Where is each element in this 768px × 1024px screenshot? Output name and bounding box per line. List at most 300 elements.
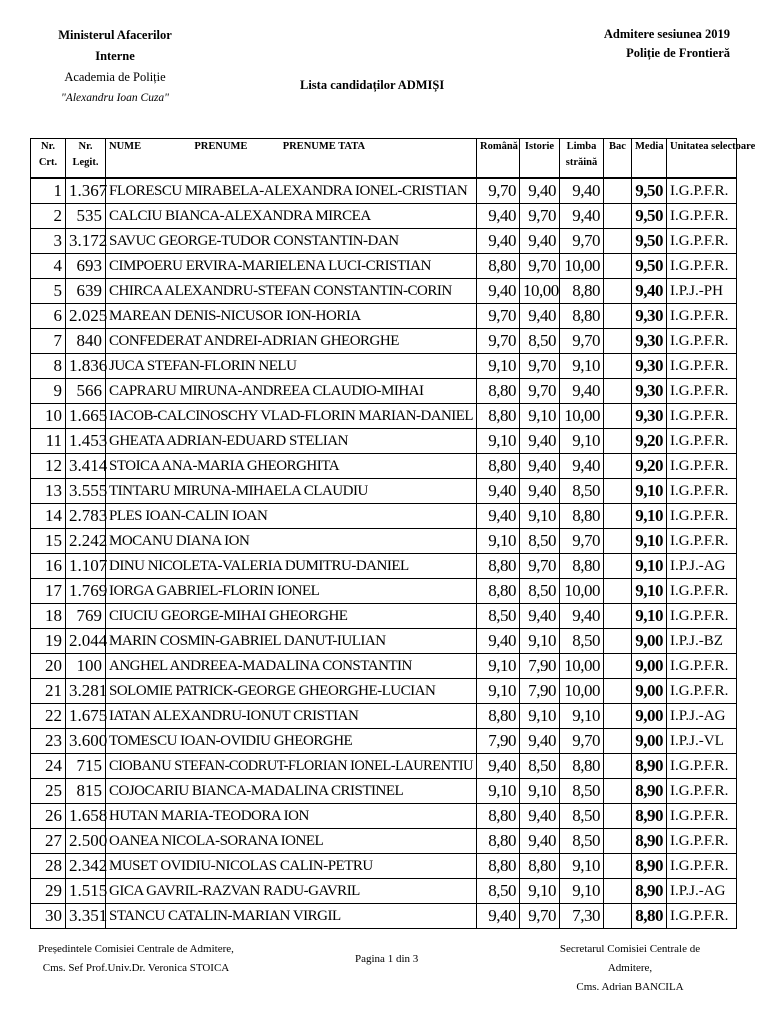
nr-crt-cell: 24 bbox=[31, 754, 66, 779]
nr-crt-cell: 23 bbox=[31, 729, 66, 754]
media-cell: 8,90 bbox=[632, 879, 667, 904]
nr-crt-cell: 25 bbox=[31, 779, 66, 804]
unit-cell: I.G.P.F.R. bbox=[667, 354, 737, 379]
istorie-grade-cell: 9,40 bbox=[520, 304, 560, 329]
media-cell: 8,90 bbox=[632, 779, 667, 804]
media-cell: 9,20 bbox=[632, 429, 667, 454]
limba-grade-cell: 9,40 bbox=[560, 204, 604, 229]
nr-legit-cell: 2.044 bbox=[66, 629, 106, 654]
nr-legit-cell: 769 bbox=[66, 604, 106, 629]
bac-cell bbox=[604, 604, 632, 629]
nr-crt-cell: 15 bbox=[31, 529, 66, 554]
romana-grade-cell: 9,70 bbox=[477, 329, 520, 354]
nr-legit-cell: 535 bbox=[66, 204, 106, 229]
romana-grade-cell: 9,40 bbox=[477, 754, 520, 779]
bac-cell bbox=[604, 879, 632, 904]
bac-cell bbox=[604, 904, 632, 929]
bac-cell bbox=[604, 204, 632, 229]
bac-cell bbox=[604, 379, 632, 404]
istorie-grade-cell: 9,10 bbox=[520, 879, 560, 904]
nr-legit-cell: 1.665 bbox=[66, 404, 106, 429]
limba-grade-cell: 8,50 bbox=[560, 479, 604, 504]
table-row bbox=[31, 829, 737, 854]
candidate-name-cell: CONFEDERAT ANDREI-ADRIAN GHEORGHE bbox=[106, 329, 477, 354]
candidate-name-cell: HUTAN MARIA-TEODORA ION bbox=[106, 804, 477, 829]
unit-cell: I.P.J.-AG bbox=[667, 554, 737, 579]
istorie-grade-cell: 9,40 bbox=[520, 829, 560, 854]
nr-legit-cell: 1.515 bbox=[66, 879, 106, 904]
unit-cell: I.P.J.-AG bbox=[667, 879, 737, 904]
nr-legit-cell: 1.453 bbox=[66, 429, 106, 454]
bac-cell bbox=[604, 178, 632, 204]
nr-crt-cell: 2 bbox=[31, 204, 66, 229]
table-row bbox=[31, 354, 737, 379]
istorie-grade-cell: 8,50 bbox=[520, 579, 560, 604]
candidate-name-cell: ANGHEL ANDREEA-MADALINA CONSTANTIN bbox=[106, 654, 477, 679]
unit-cell: I.G.P.F.R. bbox=[667, 454, 737, 479]
bac-cell bbox=[604, 279, 632, 304]
nr-crt-cell: 6 bbox=[31, 304, 66, 329]
nr-legit-cell: 100 bbox=[66, 654, 106, 679]
table-row bbox=[31, 404, 737, 429]
nr-crt-cell: 4 bbox=[31, 254, 66, 279]
istorie-grade-cell: 8,50 bbox=[520, 529, 560, 554]
romana-grade-cell: 9,10 bbox=[477, 354, 520, 379]
istorie-grade-cell: 9,10 bbox=[520, 704, 560, 729]
media-cell: 8,90 bbox=[632, 854, 667, 879]
unit-cell: I.G.P.F.R. bbox=[667, 654, 737, 679]
candidate-name-cell: MUSET OVIDIU-NICOLAS CALIN-PETRU bbox=[106, 854, 477, 879]
candidate-name-cell: TOMESCU IOAN-OVIDIU GHEORGHE bbox=[106, 729, 477, 754]
academy-subtitle: "Alexandru Ioan Cuza" bbox=[60, 92, 170, 104]
media-cell: 9,50 bbox=[632, 178, 667, 204]
table-row bbox=[31, 604, 737, 629]
romana-grade-cell: 8,80 bbox=[477, 404, 520, 429]
candidate-name-cell: FLORESCU MIRABELA-ALEXANDRA IONEL-CRISTIAN bbox=[106, 178, 477, 204]
romana-grade-cell: 9,70 bbox=[477, 304, 520, 329]
media-cell: 9,10 bbox=[632, 604, 667, 629]
table-row bbox=[31, 279, 737, 304]
secretary-signature-block bbox=[540, 940, 720, 997]
candidate-name-cell: DINU NICOLETA-VALERIA DUMITRU-DANIEL bbox=[106, 554, 477, 579]
table-row bbox=[31, 379, 737, 404]
istorie-grade-cell: 9,10 bbox=[520, 504, 560, 529]
col-media: Media bbox=[632, 139, 667, 179]
unit-cell: I.G.P.F.R. bbox=[667, 204, 737, 229]
istorie-grade-cell: 9,40 bbox=[520, 479, 560, 504]
secretary-name: Cms. Adrian BANCILA bbox=[576, 981, 684, 993]
candidate-name-cell: JUCA STEFAN-FLORIN NELU bbox=[106, 354, 477, 379]
table-header-row bbox=[31, 139, 737, 179]
limba-grade-cell: 10,00 bbox=[560, 579, 604, 604]
table-row bbox=[31, 529, 737, 554]
istorie-grade-cell: 10,00 bbox=[520, 279, 560, 304]
unit-cell: I.G.P.F.R. bbox=[667, 579, 737, 604]
session-block bbox=[604, 25, 730, 63]
bac-cell bbox=[604, 779, 632, 804]
candidate-name-cell: CALCIU BIANCA-ALEXANDRA MIRCEA bbox=[106, 204, 477, 229]
candidate-name-cell: SAVUC GEORGE-TUDOR CONSTANTIN-DAN bbox=[106, 229, 477, 254]
secretary-title: Secretarul Comisiei Centrale de Admitere, bbox=[559, 943, 701, 974]
istorie-grade-cell: 9,70 bbox=[520, 379, 560, 404]
nr-legit-cell: 2.342 bbox=[66, 854, 106, 879]
candidate-name-cell: SOLOMIE PATRICK-GEORGE GHEORGHE-LUCIAN bbox=[106, 679, 477, 704]
unit-cell: I.G.P.F.R. bbox=[667, 829, 737, 854]
media-cell: 9,30 bbox=[632, 379, 667, 404]
nr-legit-cell: 815 bbox=[66, 779, 106, 804]
nr-crt-cell: 17 bbox=[31, 579, 66, 604]
istorie-grade-cell: 7,90 bbox=[520, 654, 560, 679]
romana-grade-cell: 9,40 bbox=[477, 504, 520, 529]
nr-crt-cell: 19 bbox=[31, 629, 66, 654]
romana-grade-cell: 8,50 bbox=[477, 604, 520, 629]
candidate-name-cell: CIOBANU STEFAN-CODRUT-FLORIAN IONEL-LAURENTIU bbox=[106, 754, 477, 779]
limba-grade-cell: 8,80 bbox=[560, 554, 604, 579]
academy-name: Academia de Poliție bbox=[64, 70, 166, 84]
istorie-grade-cell: 9,70 bbox=[520, 554, 560, 579]
candidate-name-cell: GHEATA ADRIAN-EDUARD STELIAN bbox=[106, 429, 477, 454]
table-row bbox=[31, 479, 737, 504]
nr-crt-cell: 22 bbox=[31, 704, 66, 729]
table-row bbox=[31, 729, 737, 754]
table-row bbox=[31, 904, 737, 929]
nr-legit-cell: 1.836 bbox=[66, 354, 106, 379]
romana-grade-cell: 8,80 bbox=[477, 454, 520, 479]
table-row bbox=[31, 504, 737, 529]
media-cell: 9,10 bbox=[632, 579, 667, 604]
istorie-grade-cell: 9,10 bbox=[520, 629, 560, 654]
limba-grade-cell: 9,70 bbox=[560, 229, 604, 254]
istorie-grade-cell: 9,40 bbox=[520, 729, 560, 754]
nr-crt-cell: 27 bbox=[31, 829, 66, 854]
media-cell: 9,10 bbox=[632, 529, 667, 554]
table-row bbox=[31, 679, 737, 704]
unit-cell: I.P.J.-AG bbox=[667, 704, 737, 729]
nr-crt-cell: 28 bbox=[31, 854, 66, 879]
romana-grade-cell: 8,80 bbox=[477, 554, 520, 579]
nr-legit-cell: 2.025 bbox=[66, 304, 106, 329]
bac-cell bbox=[604, 529, 632, 554]
romana-grade-cell: 9,10 bbox=[477, 654, 520, 679]
unit-cell: I.G.P.F.R. bbox=[667, 504, 737, 529]
col-limba-straina: Limba străină bbox=[560, 139, 604, 179]
candidate-name-cell: COJOCARIU BIANCA-MADALINA CRISTINEL bbox=[106, 779, 477, 804]
ministry-line1: Ministerul Afacerilor bbox=[58, 28, 172, 42]
unit-cell: I.G.P.F.R. bbox=[667, 479, 737, 504]
nr-legit-cell: 1.769 bbox=[66, 579, 106, 604]
media-cell: 8,90 bbox=[632, 754, 667, 779]
col-nume: NUME bbox=[109, 141, 142, 152]
nr-legit-cell: 693 bbox=[66, 254, 106, 279]
istorie-grade-cell: 9,70 bbox=[520, 204, 560, 229]
nr-crt-cell: 7 bbox=[31, 329, 66, 354]
istorie-grade-cell: 8,50 bbox=[520, 329, 560, 354]
media-cell: 9,50 bbox=[632, 204, 667, 229]
table-row bbox=[31, 254, 737, 279]
romana-grade-cell: 9,40 bbox=[477, 479, 520, 504]
istorie-grade-cell: 8,50 bbox=[520, 754, 560, 779]
bac-cell bbox=[604, 579, 632, 604]
table-row bbox=[31, 454, 737, 479]
nr-legit-cell: 639 bbox=[66, 279, 106, 304]
unit-cell: I.G.P.F.R. bbox=[667, 304, 737, 329]
bac-cell bbox=[604, 404, 632, 429]
page-title: Lista candidaților ADMIȘI bbox=[300, 78, 445, 92]
romana-grade-cell: 9,10 bbox=[477, 679, 520, 704]
media-cell: 9,00 bbox=[632, 679, 667, 704]
limba-grade-cell: 7,30 bbox=[560, 904, 604, 929]
media-cell: 9,40 bbox=[632, 279, 667, 304]
limba-grade-cell: 9,10 bbox=[560, 704, 604, 729]
table-row bbox=[31, 854, 737, 879]
limba-grade-cell: 9,70 bbox=[560, 729, 604, 754]
candidate-name-cell: PLES IOAN-CALIN IOAN bbox=[106, 504, 477, 529]
unit-cell: I.G.P.F.R. bbox=[667, 229, 737, 254]
media-cell: 9,10 bbox=[632, 554, 667, 579]
unit-cell: I.G.P.F.R. bbox=[667, 754, 737, 779]
nr-legit-cell: 566 bbox=[66, 379, 106, 404]
unit-cell: I.G.P.F.R. bbox=[667, 379, 737, 404]
romana-grade-cell: 8,80 bbox=[477, 379, 520, 404]
candidate-name-cell: IATAN ALEXANDRU-IONUT CRISTIAN bbox=[106, 704, 477, 729]
table-row bbox=[31, 804, 737, 829]
candidate-name-cell: CIUCIU GEORGE-MIHAI GHEORGHE bbox=[106, 604, 477, 629]
nr-legit-cell: 1.107 bbox=[66, 554, 106, 579]
col-unitatea: Unitatea selectoare bbox=[667, 139, 737, 179]
col-nr-crt: Nr. Crt. bbox=[31, 139, 66, 179]
media-cell: 9,50 bbox=[632, 229, 667, 254]
limba-grade-cell: 8,80 bbox=[560, 279, 604, 304]
nr-legit-cell: 2.783 bbox=[66, 504, 106, 529]
media-cell: 9,00 bbox=[632, 704, 667, 729]
president-name: Cms. Sef Prof.Univ.Dr. Veronica STOICA bbox=[42, 962, 230, 974]
candidate-name-cell: TINTARU MIRUNA-MIHAELA CLAUDIU bbox=[106, 479, 477, 504]
institution-block bbox=[30, 25, 200, 109]
nr-crt-cell: 30 bbox=[31, 904, 66, 929]
unit-cell: I.G.P.F.R. bbox=[667, 404, 737, 429]
istorie-grade-cell: 9,40 bbox=[520, 804, 560, 829]
bac-cell bbox=[604, 854, 632, 879]
romana-grade-cell: 7,90 bbox=[477, 729, 520, 754]
unit-cell: I.G.P.F.R. bbox=[667, 329, 737, 354]
nr-crt-cell: 29 bbox=[31, 879, 66, 904]
romana-grade-cell: 8,80 bbox=[477, 254, 520, 279]
candidate-name-cell: CAPRARU MIRUNA-ANDREEA CLAUDIO-MIHAI bbox=[106, 379, 477, 404]
nr-legit-cell: 3.281 bbox=[66, 679, 106, 704]
bac-cell bbox=[604, 754, 632, 779]
media-cell: 8,90 bbox=[632, 804, 667, 829]
limba-grade-cell: 9,40 bbox=[560, 604, 604, 629]
limba-grade-cell: 10,00 bbox=[560, 679, 604, 704]
table-row bbox=[31, 178, 737, 204]
col-prenume: PRENUME bbox=[194, 141, 248, 152]
limba-grade-cell: 8,50 bbox=[560, 804, 604, 829]
istorie-grade-cell: 9,70 bbox=[520, 254, 560, 279]
nr-legit-cell: 1.367 bbox=[66, 178, 106, 204]
nr-crt-cell: 14 bbox=[31, 504, 66, 529]
limba-grade-cell: 8,50 bbox=[560, 629, 604, 654]
bac-cell bbox=[604, 304, 632, 329]
limba-grade-cell: 9,10 bbox=[560, 854, 604, 879]
unit-cell: I.G.P.F.R. bbox=[667, 429, 737, 454]
nr-legit-cell: 3.555 bbox=[66, 479, 106, 504]
media-cell: 9,30 bbox=[632, 304, 667, 329]
president-signature-block bbox=[36, 940, 236, 978]
romana-grade-cell: 8,80 bbox=[477, 854, 520, 879]
unit-cell: I.G.P.F.R. bbox=[667, 804, 737, 829]
bac-cell bbox=[604, 704, 632, 729]
candidate-name-cell: MARIN COSMIN-GABRIEL DANUT-IULIAN bbox=[106, 629, 477, 654]
unit-cell: I.P.J.-BZ bbox=[667, 629, 737, 654]
candidate-name-cell: STANCU CATALIN-MARIAN VIRGIL bbox=[106, 904, 477, 929]
media-cell: 9,30 bbox=[632, 354, 667, 379]
media-cell: 9,50 bbox=[632, 254, 667, 279]
media-cell: 9,00 bbox=[632, 729, 667, 754]
limba-grade-cell: 10,00 bbox=[560, 254, 604, 279]
unit-cell: I.G.P.F.R. bbox=[667, 854, 737, 879]
istorie-grade-cell: 9,70 bbox=[520, 904, 560, 929]
admitted-candidates-table bbox=[30, 138, 756, 929]
bac-cell bbox=[604, 229, 632, 254]
unit-cell: I.G.P.F.R. bbox=[667, 679, 737, 704]
media-cell: 8,90 bbox=[632, 829, 667, 854]
limba-grade-cell: 9,40 bbox=[560, 454, 604, 479]
nr-crt-cell: 1 bbox=[31, 178, 66, 204]
bac-cell bbox=[604, 629, 632, 654]
limba-grade-cell: 9,70 bbox=[560, 329, 604, 354]
media-cell: 9,30 bbox=[632, 329, 667, 354]
nr-crt-cell: 5 bbox=[31, 279, 66, 304]
limba-grade-cell: 8,80 bbox=[560, 304, 604, 329]
romana-grade-cell: 8,80 bbox=[477, 704, 520, 729]
candidate-name-cell: MAREAN DENIS-NICUSOR ION-HORIA bbox=[106, 304, 477, 329]
media-cell: 9,30 bbox=[632, 404, 667, 429]
limba-grade-cell: 9,10 bbox=[560, 879, 604, 904]
session-line: Admitere sesiunea 2019 bbox=[603, 27, 730, 41]
limba-grade-cell: 9,40 bbox=[560, 379, 604, 404]
istorie-grade-cell: 9,70 bbox=[520, 354, 560, 379]
romana-grade-cell: 8,80 bbox=[477, 829, 520, 854]
romana-grade-cell: 8,50 bbox=[477, 879, 520, 904]
table-row bbox=[31, 579, 737, 604]
media-cell: 9,20 bbox=[632, 454, 667, 479]
nr-crt-cell: 12 bbox=[31, 454, 66, 479]
istorie-grade-cell: 9,40 bbox=[520, 604, 560, 629]
col-romana: Română bbox=[477, 139, 520, 179]
nr-legit-cell: 3.600 bbox=[66, 729, 106, 754]
nr-crt-cell: 18 bbox=[31, 604, 66, 629]
romana-grade-cell: 9,40 bbox=[477, 229, 520, 254]
nr-legit-cell: 3.351 bbox=[66, 904, 106, 929]
nr-crt-cell: 20 bbox=[31, 654, 66, 679]
limba-grade-cell: 9,10 bbox=[560, 354, 604, 379]
bac-cell bbox=[604, 429, 632, 454]
table-row bbox=[31, 779, 737, 804]
candidate-name-cell: GICA GAVRIL-RAZVAN RADU-GAVRIL bbox=[106, 879, 477, 904]
nr-crt-cell: 16 bbox=[31, 554, 66, 579]
romana-grade-cell: 9,10 bbox=[477, 429, 520, 454]
table-row bbox=[31, 304, 737, 329]
istorie-grade-cell: 8,80 bbox=[520, 854, 560, 879]
nr-legit-cell: 715 bbox=[66, 754, 106, 779]
candidate-name-cell: IACOB-CALCINOSCHY VLAD-FLORIN MARIAN-DANIEL bbox=[106, 404, 477, 429]
unit-cell: I.G.P.F.R. bbox=[667, 604, 737, 629]
table-row bbox=[31, 629, 737, 654]
unit-cell: I.G.P.F.R. bbox=[667, 529, 737, 554]
unit-cell: I.G.P.F.R. bbox=[667, 779, 737, 804]
bac-cell bbox=[604, 479, 632, 504]
candidate-name-cell: OANEA NICOLA-SORANA IONEL bbox=[106, 829, 477, 854]
nr-crt-cell: 11 bbox=[31, 429, 66, 454]
limba-grade-cell: 9,70 bbox=[560, 529, 604, 554]
media-cell: 9,10 bbox=[632, 479, 667, 504]
nr-legit-cell: 1.658 bbox=[66, 804, 106, 829]
bac-cell bbox=[604, 729, 632, 754]
unit-cell: I.P.J.-VL bbox=[667, 729, 737, 754]
bac-cell bbox=[604, 829, 632, 854]
romana-grade-cell: 9,10 bbox=[477, 529, 520, 554]
candidate-name-cell: CHIRCA ALEXANDRU-STEFAN CONSTANTIN-CORIN bbox=[106, 279, 477, 304]
romana-grade-cell: 9,40 bbox=[477, 904, 520, 929]
president-title: Președintele Comisiei Centrale de Admitere, bbox=[38, 943, 234, 955]
table-row bbox=[31, 704, 737, 729]
candidate-name-cell: STOICA ANA-MARIA GHEORGHITA bbox=[106, 454, 477, 479]
bac-cell bbox=[604, 354, 632, 379]
romana-grade-cell: 8,80 bbox=[477, 804, 520, 829]
bac-cell bbox=[604, 554, 632, 579]
limba-grade-cell: 8,50 bbox=[560, 779, 604, 804]
media-cell: 9,10 bbox=[632, 504, 667, 529]
romana-grade-cell: 9,70 bbox=[477, 178, 520, 204]
nr-crt-cell: 13 bbox=[31, 479, 66, 504]
unit-cell: I.G.P.F.R. bbox=[667, 254, 737, 279]
table-row bbox=[31, 554, 737, 579]
bac-cell bbox=[604, 504, 632, 529]
istorie-grade-cell: 9,10 bbox=[520, 404, 560, 429]
bac-cell bbox=[604, 679, 632, 704]
specialty-line: Poliție de Frontieră bbox=[626, 46, 730, 60]
istorie-grade-cell: 9,10 bbox=[520, 779, 560, 804]
nr-crt-cell: 8 bbox=[31, 354, 66, 379]
nr-crt-cell: 10 bbox=[31, 404, 66, 429]
bac-cell bbox=[604, 254, 632, 279]
col-istorie: Istorie bbox=[520, 139, 560, 179]
nr-crt-cell: 26 bbox=[31, 804, 66, 829]
table-row bbox=[31, 654, 737, 679]
page-number: Pagina 1 din 3 bbox=[355, 953, 419, 965]
nr-legit-cell: 2.242 bbox=[66, 529, 106, 554]
limba-grade-cell: 8,50 bbox=[560, 829, 604, 854]
istorie-grade-cell: 9,40 bbox=[520, 178, 560, 204]
nr-legit-cell: 2.500 bbox=[66, 829, 106, 854]
col-bac: Bac bbox=[604, 139, 632, 179]
istorie-grade-cell: 9,40 bbox=[520, 229, 560, 254]
candidate-name-cell: MOCANU DIANA ION bbox=[106, 529, 477, 554]
limba-grade-cell: 8,80 bbox=[560, 504, 604, 529]
media-cell: 9,00 bbox=[632, 654, 667, 679]
istorie-grade-cell: 9,40 bbox=[520, 429, 560, 454]
table-row bbox=[31, 329, 737, 354]
media-cell: 9,00 bbox=[632, 629, 667, 654]
nr-legit-cell: 840 bbox=[66, 329, 106, 354]
unit-cell: I.G.P.F.R. bbox=[667, 178, 737, 204]
col-name-group bbox=[106, 139, 477, 179]
ministry-line2: Interne bbox=[95, 49, 135, 63]
table-row bbox=[31, 229, 737, 254]
media-cell: 8,80 bbox=[632, 904, 667, 929]
limba-grade-cell: 9,40 bbox=[560, 178, 604, 204]
table-row bbox=[31, 204, 737, 229]
